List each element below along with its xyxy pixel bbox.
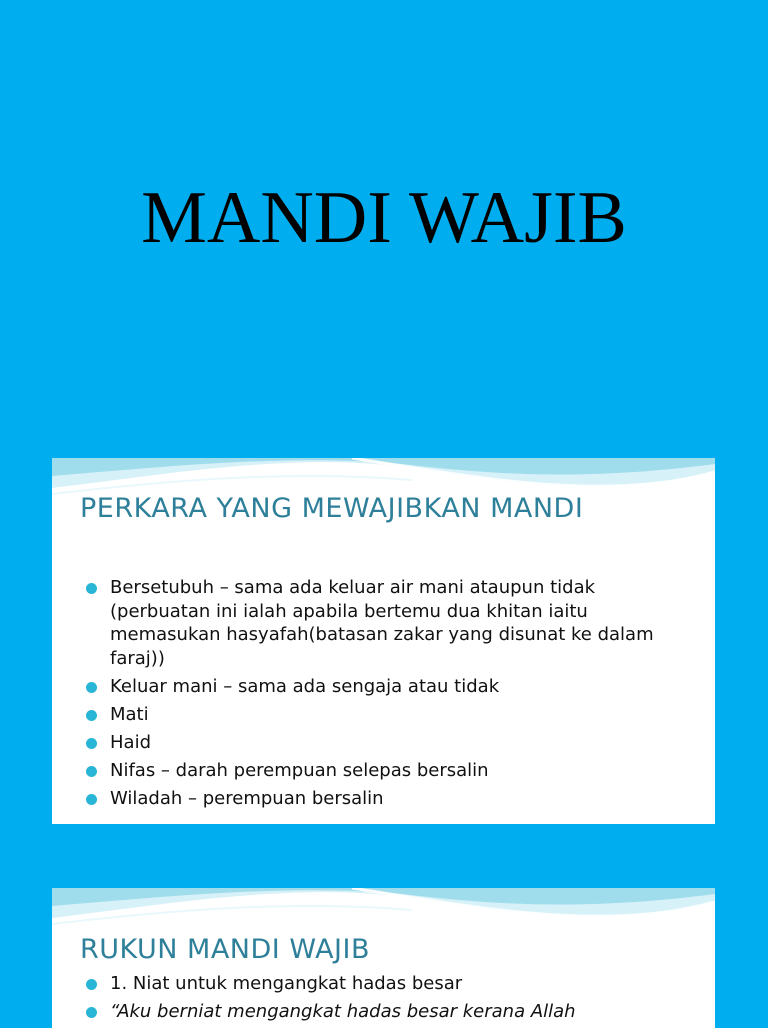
- list-item: [82, 675, 699, 699]
- list-item: [82, 576, 699, 670]
- list-item-text: “Aku berniat mengangkat hadas besar kerana Allah: [110, 1001, 576, 1022]
- slide-rukun-mandi-wajib: [52, 888, 715, 1028]
- circle-bullet-icon: [86, 583, 97, 594]
- list-item-text: Bersetubuh – sama ada keluar air mani ataupun tidak (perbuatan ini ialah apabila bertemu dua khitan iaitu memasukan hasyafah(batasan zakar yang disunat ke dalam faraj)): [110, 577, 654, 669]
- list-item-text: Mati: [110, 703, 149, 725]
- list-item-text: Keluar mani – sama ada sengaja atau tidak: [110, 675, 500, 697]
- circle-bullet-icon: [86, 979, 97, 990]
- list-item: [82, 731, 699, 755]
- circle-bullet-icon: [86, 1007, 97, 1018]
- list-item: [82, 759, 699, 783]
- page-title: MANDI WAJIB: [141, 177, 627, 259]
- circle-bullet-icon: [86, 794, 97, 805]
- circle-bullet-icon: [86, 766, 97, 777]
- list-item-text: 1. Niat untuk mengangkat hadas besar: [110, 973, 463, 994]
- circle-bullet-icon: [86, 682, 97, 693]
- list-item: [82, 1000, 699, 1024]
- slide-heading: PERKARA YANG MEWAJIBKAN MANDI: [80, 493, 584, 524]
- list-item-text: Nifas – darah perempuan selepas bersalin: [110, 759, 489, 781]
- circle-bullet-icon: [86, 738, 97, 749]
- list-item-text: Wiladah – perempuan bersalin: [110, 787, 384, 809]
- bullet-list: [82, 576, 699, 815]
- slide-perkara-mewajibkan-mandi: [52, 458, 715, 824]
- list-item: [82, 787, 699, 811]
- list-item: [82, 703, 699, 727]
- title-slide: [0, 0, 768, 440]
- slide-heading: RUKUN MANDI WAJIB: [80, 934, 370, 965]
- bullet-list: [82, 972, 699, 1028]
- circle-bullet-icon: [86, 710, 97, 721]
- list-item: [82, 972, 699, 996]
- list-item-text: Haid: [110, 731, 151, 753]
